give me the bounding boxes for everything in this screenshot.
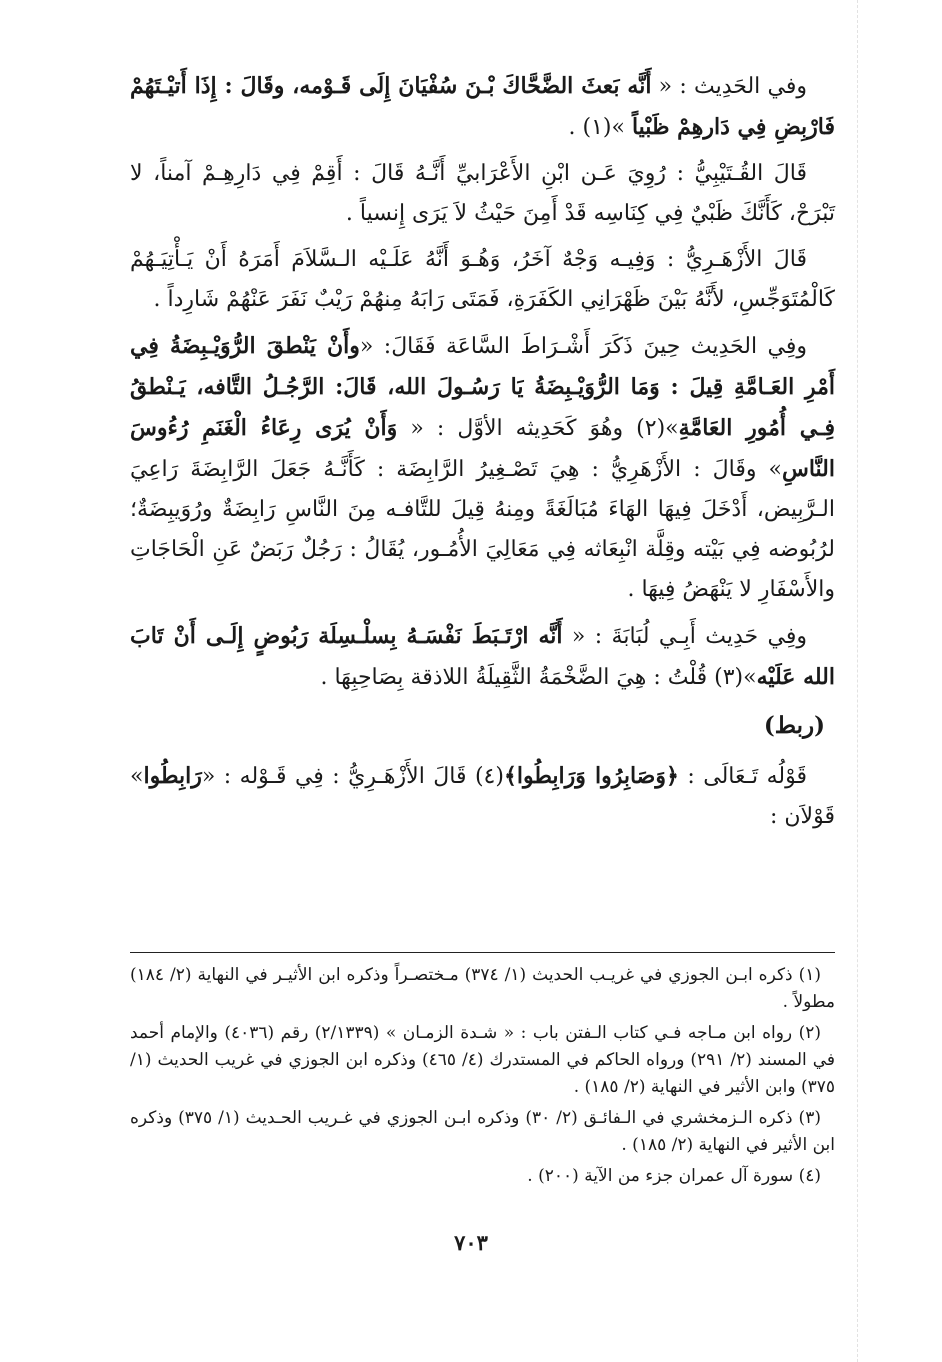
page-number: ٧٠٣ xyxy=(454,1230,488,1255)
text-run: (٤) قَالَ الأَزْهَـرِيُّ : فِي قَـوْله : « xyxy=(201,764,504,789)
text-run: قَالَ الأَزْهَـرِيُّ : وَفِيـه وَجْهٌ آخَرُ، وَهُـوَ أَنَّهُ عَلَـيْه الـسَّلاَمَ أَمَرَهُ أَنْ يَـأْتِيَـهُمْ كَالْمُتَوَجِّسِ، لأَنَّهُ بَيْنَ ظَهْرَانِي الكَفَرَةِ، فَمَتَى رَابَهُ مِنهُمْ رَيْبٌ نَفَرَ عَنْهُمْ شَارِداً . xyxy=(130,247,835,312)
main-text xyxy=(130,66,835,843)
text-run: قَالَ القُـتَيْبِيُّ : رُوِيَ عَـن ابْنِ الأَعْرَابيِّ أَنَّـهُ قَالَ : أَقِمْ فِي دَارِهِـمْ آمناً، لا تَبْرَحْ، كَأَنَّكَ ظَبْيٌ فِي كِنَاسِه قَدْ أَمِنَ حَيْثُ لاَ يَرَى إِنسياً . xyxy=(130,161,835,226)
hadith-quote: وأَنْ يَنْطقَ الرُّوَيْـبِضَةُ فِي أَمْرِ العَـامَّةِ قِيلَ : وَمَا الرُّوَيْـبِضَةُ يَا رَسُـولَ الله، قَالَ: الرَّجُـلُ التَّافه، يَـنْطقُ فِـي أُمُورِ العَامَّةِ xyxy=(130,333,836,441)
paragraph-2 xyxy=(130,154,835,234)
quoted-word: رَابِطُوا xyxy=(143,763,202,789)
footnote-separator xyxy=(130,952,835,953)
entry-heading: (ربط) xyxy=(763,712,825,739)
page-edge-mark xyxy=(857,0,858,1362)
hadith-quote: وَأَنْ يُرَى رِعَاءُ الْغَنَمِ رُءُوسَ النَّاسِ xyxy=(130,415,835,482)
paragraph-5 xyxy=(130,616,835,698)
paragraph-4 xyxy=(130,326,835,610)
footnote-1: (١) ذكره ابـن الجوزي في غريـب الحديث (١/ ٣٧٤) مـختصـراً وذكره ابن الأثيـر في النهاية (٢/ ١٨٤) مطولاً . xyxy=(130,965,835,1012)
text-run: وفِي حَدِيث أَبِـي لُبَابَةَ : « xyxy=(562,624,807,649)
quran-verse: ﴿وَصَابِرُوا وَرَابِطُوا﴾ xyxy=(503,763,679,789)
text-run: » قَوْلاَن : xyxy=(130,764,835,829)
text-run: وفي الحَدِيث : « xyxy=(651,74,807,99)
text-run: قَوْلُه تَـعَالَى : xyxy=(678,764,807,789)
hadith-quote: أَنَّه ارْتَـبَطَ نَفْسَـهُ بِسلْـسِلَة رَبُوضٍ إِلَـى أَنْ تَابَ الله عَلَيْه xyxy=(130,623,835,690)
text-run: »(٣) قُلْتُ : هِيَ الضَّخْمَةُ الثَّقِيلَةُ اللاذقة بِصَاحِبِهَا . xyxy=(320,665,757,690)
paragraph-1 xyxy=(130,66,835,148)
footnote-2: (٢) رواه ابن مـاجه فـي كتاب الـفتن باب : « شـدة الزمـان » (٢/١٣٣٩) رقم (٤٠٣٦) والإمام أحمد في المسند (٢/ ٢٩١) ورواه الحاكم في المستدرك (٤/ ٤٦٥) وذكره ابن الجوزي في غريب الحديث (١/ ٣٧٥) وابن الأثير في النهاية (٢/ ١٨٥) . xyxy=(130,1023,835,1097)
text-run: وفِي الحَدِيث حِينَ ذَكَرَ أَشْـرَاطَ السَّاعَة فَقَالَ: « xyxy=(359,334,807,359)
hadith-quote: أَنَّه بَعثَ الضَّحَّاكَ بْـنَ سُفْيَانَ إِلَى قَـوْمه، وقَالَ : إِذَا أَتيْـتَهُمْ فَارْبِضِ فِي دَارهِمْ ظَبْياً xyxy=(130,73,835,140)
text-run: » وقَالَ : الأَزْهَرِيُّ : هِيَ تَصْـغِيرُ الرَّابِضَة : كَأَنَّـهُ جَعَلَ الرَّابِضَةَ رَاعِيَ الـرَّبِيض، أَدْخَلَ فِيهَا الهَاءَ مُبَالَغَةً ومِنهُ قِيلَ للتَّافـه مِنَ النَّاسِ رَابِضَةٌ ورُوَيبِضَةٌ؛ لرُبُوضه فِي بَيْته وقِلَّة انْبِعَاثه فِي مَعَالِيَ الأُمُـور، يُقَالُ : رَجُلٌ رَبَضٌ عَنِ الْحَاجَاتِ والأَسْفَارِ لا يَنْهَضُ فِيهَا . xyxy=(130,457,835,602)
paragraph-6 xyxy=(130,756,835,837)
text-run: »(١) . xyxy=(568,115,632,140)
footnotes xyxy=(130,962,835,1194)
text-run: »(٢) وهُوَ كَحَدِيثه الأوَّل : « xyxy=(397,416,679,441)
footnote-3: (٣) ذكره الـزمخشري في الـفائـق (٢/ ٣٠) وذكره ابـن الجوزي في غـريب الحـديث (١/ ٣٧٥) وذكره ابن الأثير في النهاية (٢/ ١٨٥) . xyxy=(130,1108,835,1155)
paragraph-3 xyxy=(130,240,835,320)
footnote-4: (٤) سورة آل عمران جزء من الآية (٢٠٠) . xyxy=(527,1166,821,1186)
